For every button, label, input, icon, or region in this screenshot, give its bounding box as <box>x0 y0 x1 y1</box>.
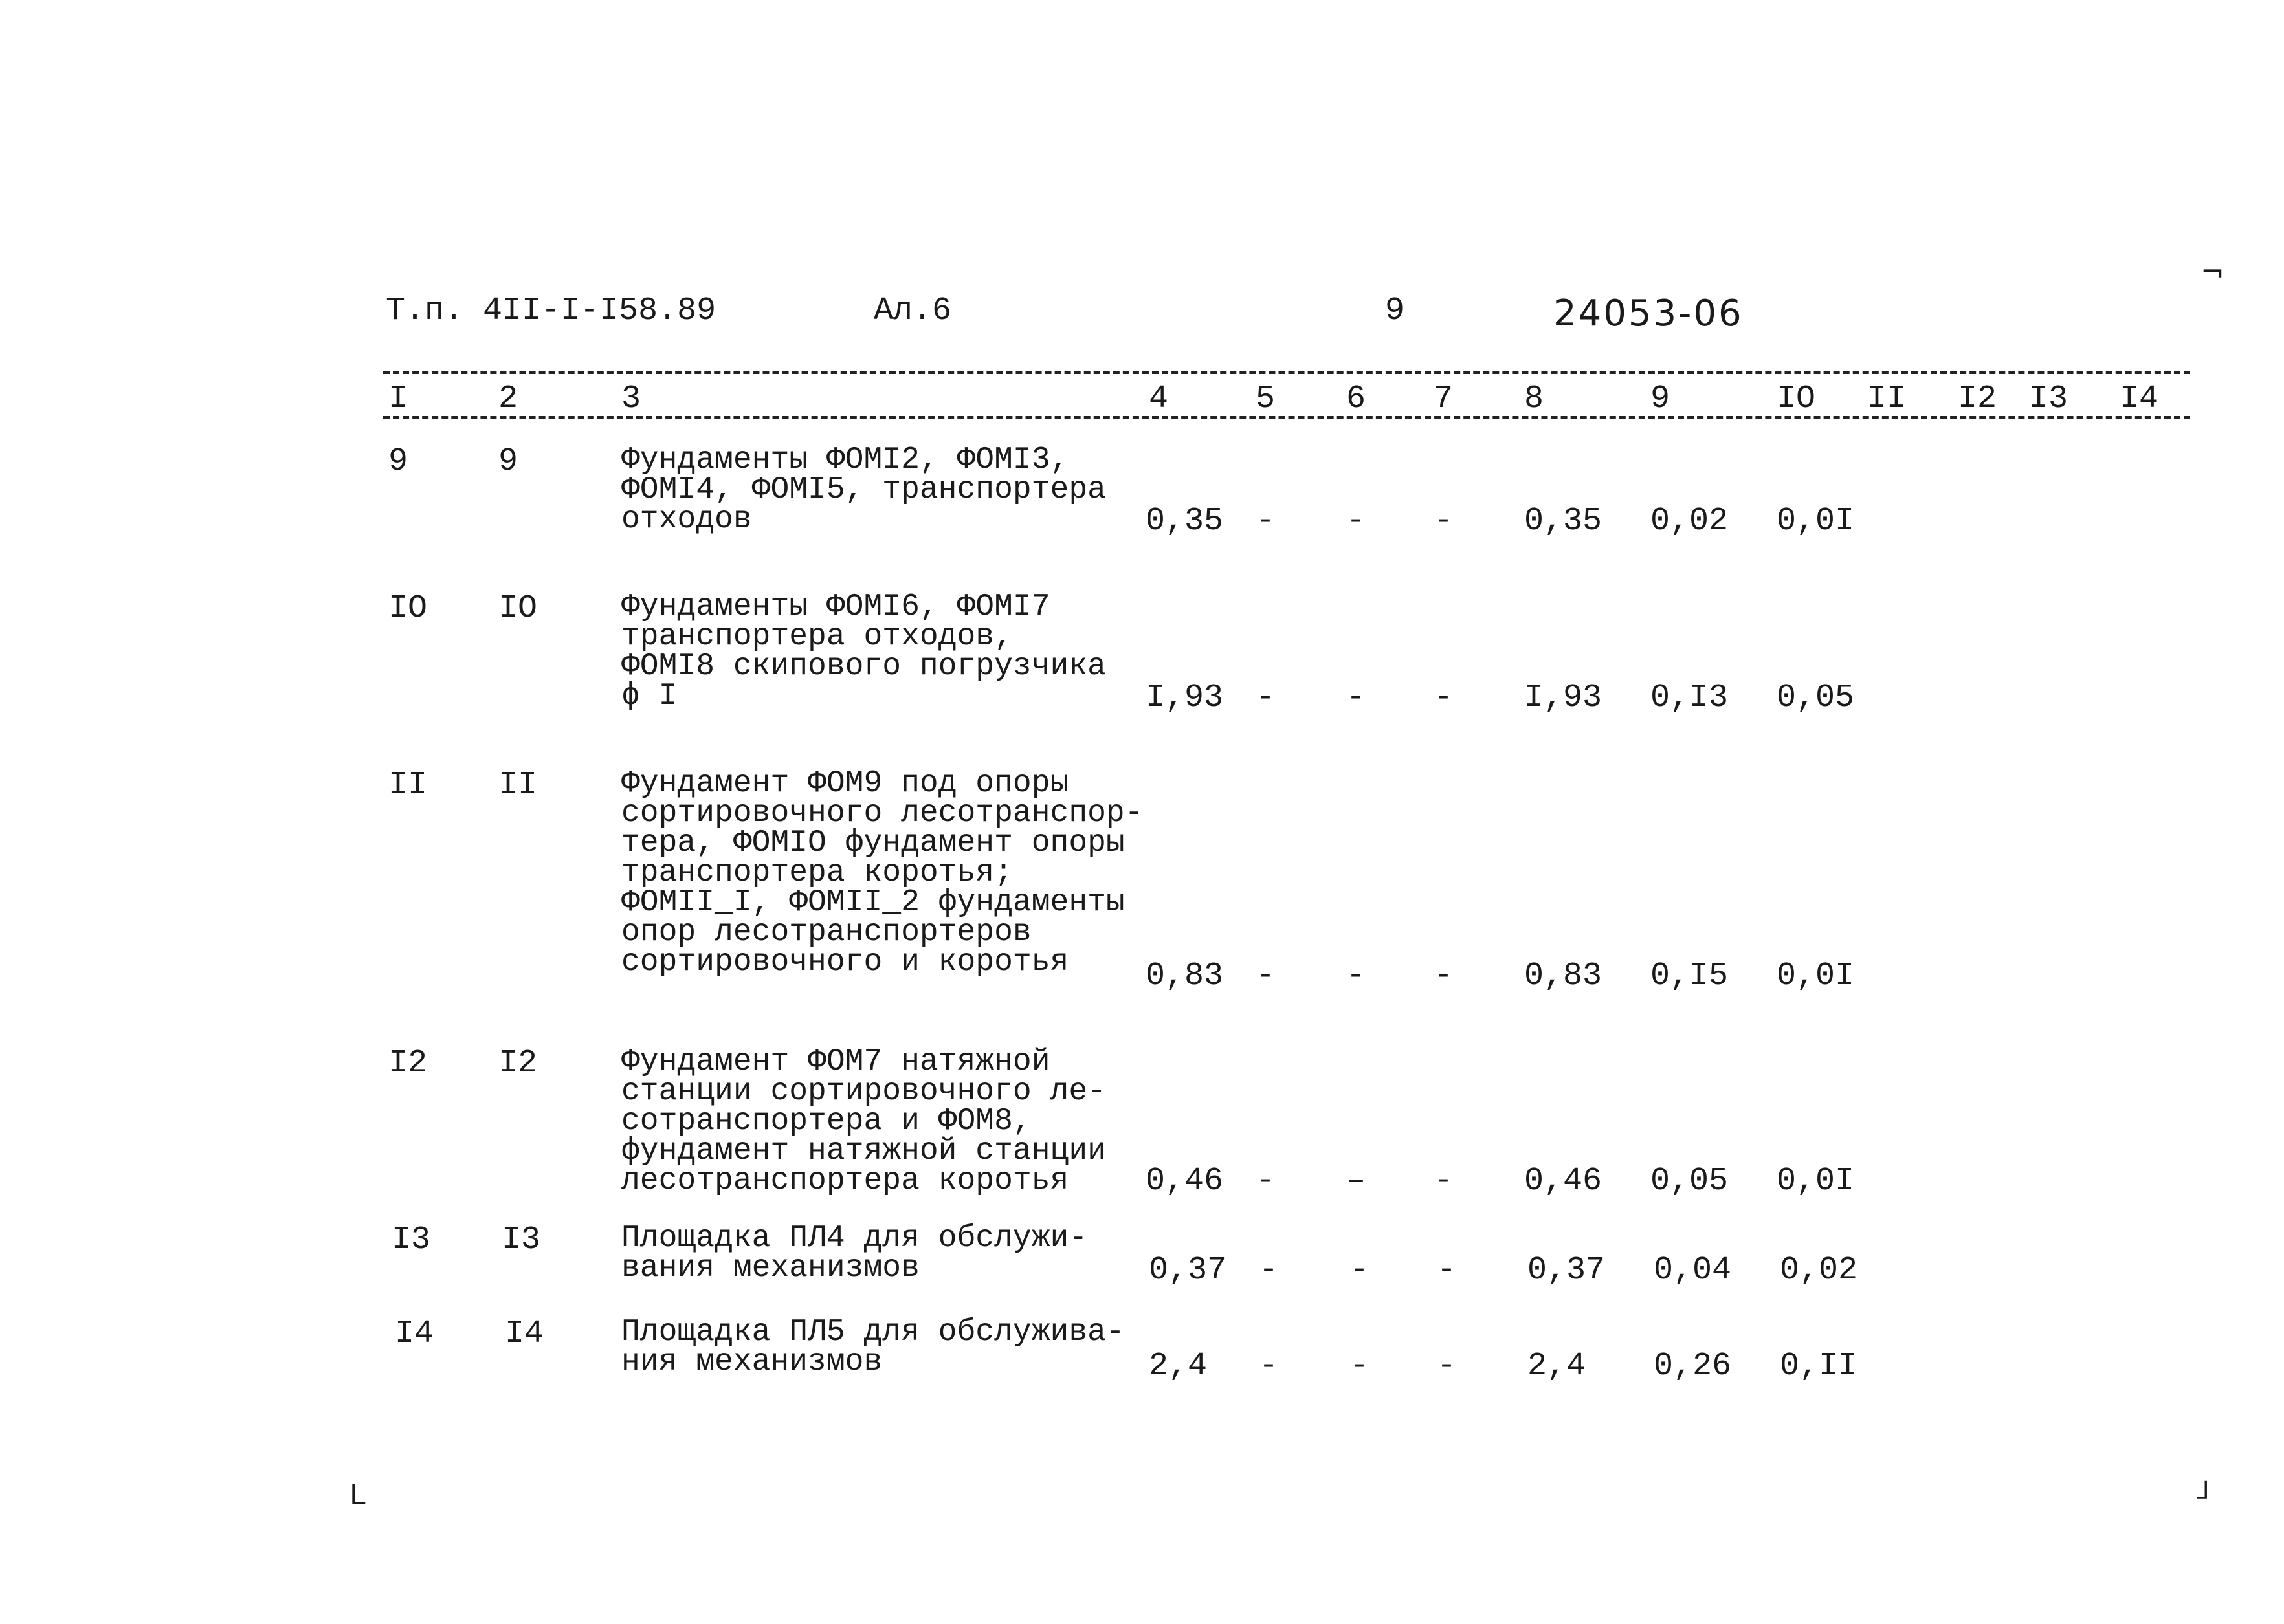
cell-col5: - <box>1256 503 1276 540</box>
document-number: 24053-06 <box>1553 292 1744 335</box>
row-description: Фундамент ФОМ9 под опоры сортировочного лесотранспор- тера, ФОМIO фундамент опоры транспортера коротья; ФОМII_I, ФОМII_2 фундаменты опор лесотранспортеров сортировочного и коротья <box>621 766 1144 980</box>
column-header-11: II <box>1867 380 1907 417</box>
column-header-2: 2 <box>498 380 518 417</box>
cell-col8: I,93 <box>1524 679 1602 716</box>
column-header-14: I4 <box>2120 380 2159 417</box>
row-position: I4 <box>505 1315 544 1352</box>
cell-col7: - <box>1437 1252 1457 1289</box>
column-header-5: 5 <box>1256 380 1276 417</box>
cell-col10: 0,05 <box>1777 679 1855 716</box>
cell-col7: - <box>1437 1348 1457 1385</box>
row-position: I2 <box>498 1045 538 1082</box>
corner-mark-bottom-left: L <box>349 1478 366 1511</box>
row-position: 9 <box>498 443 518 480</box>
row-description: Фундамент ФОМ7 натяжной станции сортировочного ле- сотранспортера и ФОМ8, фундамент натяжной станции лесотранспортера коротья <box>621 1044 1106 1198</box>
column-header-9: 9 <box>1650 380 1670 417</box>
cell-col9: 0,26 <box>1654 1348 1732 1385</box>
cell-col9: 0,05 <box>1650 1163 1729 1200</box>
row-description: Площадка ПЛ4 для обслужи- вания механизмов <box>621 1221 1088 1286</box>
cell-col10: 0,0I <box>1777 1163 1855 1200</box>
row-number: IO <box>388 590 428 627</box>
cell-col5: - <box>1256 958 1276 994</box>
column-header-4: 4 <box>1149 380 1169 417</box>
document-reference: Т.п. 4II-I-I58.89 <box>386 292 716 329</box>
cell-col4: 2,4 <box>1149 1348 1208 1385</box>
row-position: I3 <box>502 1222 541 1258</box>
row-number: I2 <box>388 1045 428 1082</box>
column-header-3: 3 <box>621 380 641 417</box>
cell-col6: - <box>1349 1252 1369 1289</box>
cell-col9: 0,04 <box>1654 1252 1732 1289</box>
row-number: I4 <box>395 1315 434 1352</box>
row-description: Фундаменты ФОМI6, ФОМI7 транспортера отходов, ФОМI8 скипового погрузчика ϕ I <box>621 589 1106 714</box>
column-header-10: IO <box>1777 380 1816 417</box>
row-description: Площадка ПЛ5 для обслужива- ния механизмов <box>621 1315 1125 1379</box>
cell-col7: - <box>1434 958 1454 994</box>
cell-col8: 0,46 <box>1524 1163 1602 1200</box>
cell-col4: 0,35 <box>1146 503 1224 540</box>
page-number: 9 <box>1385 292 1405 329</box>
cell-col4: I,93 <box>1146 679 1224 716</box>
cell-col6: - <box>1349 1348 1369 1385</box>
cell-col10: 0,II <box>1780 1348 1858 1385</box>
row-number: II <box>388 767 428 804</box>
row-number: I3 <box>392 1222 431 1258</box>
cell-col7: - <box>1434 1163 1454 1200</box>
cell-col4: 0,83 <box>1146 958 1224 994</box>
cell-col8: 0,83 <box>1524 958 1602 994</box>
cell-col5: - <box>1259 1348 1279 1385</box>
cell-col10: 0,0I <box>1777 503 1855 540</box>
column-header-13: I3 <box>2029 380 2068 417</box>
column-header-12: I2 <box>1958 380 1997 417</box>
cell-col6: - <box>1346 958 1366 994</box>
cell-col10: 0,0I <box>1777 958 1855 994</box>
cell-col7: - <box>1434 503 1454 540</box>
column-header-7: 7 <box>1434 380 1454 417</box>
cell-col9: 0,I3 <box>1650 679 1729 716</box>
row-position: II <box>498 767 538 804</box>
cell-col4: 0,46 <box>1146 1163 1224 1200</box>
corner-mark-bottom-right: ┘ <box>2197 1482 2215 1515</box>
cell-col6: - <box>1346 503 1366 540</box>
corner-mark-top-right: ¬ <box>2201 256 2224 289</box>
cell-col6: – <box>1346 1163 1366 1200</box>
row-number: 9 <box>388 443 408 480</box>
column-header-8: 8 <box>1524 380 1544 417</box>
cell-col10: 0,02 <box>1780 1252 1858 1289</box>
cell-col8: 0,37 <box>1527 1252 1606 1289</box>
cell-col8: 2,4 <box>1527 1348 1586 1385</box>
cell-col7: - <box>1434 679 1454 716</box>
cell-col5: - <box>1256 679 1276 716</box>
cell-col5: - <box>1256 1163 1276 1200</box>
cell-col9: 0,I5 <box>1650 958 1729 994</box>
table-top-rule <box>383 371 2190 374</box>
cell-col9: 0,02 <box>1650 503 1729 540</box>
cell-col8: 0,35 <box>1524 503 1602 540</box>
column-header-6: 6 <box>1346 380 1366 417</box>
table-header-rule <box>383 416 2190 419</box>
sheet-label: Ал.6 <box>874 292 952 329</box>
cell-col6: - <box>1346 679 1366 716</box>
cell-col4: 0,37 <box>1149 1252 1227 1289</box>
row-description: Фундаменты ФОМI2, ФОМI3, ФОМI4, ФОМI5, транспортера отходов <box>621 443 1106 537</box>
row-position: IO <box>498 590 538 627</box>
cell-col5: - <box>1259 1252 1279 1289</box>
column-header-1: I <box>388 380 408 417</box>
